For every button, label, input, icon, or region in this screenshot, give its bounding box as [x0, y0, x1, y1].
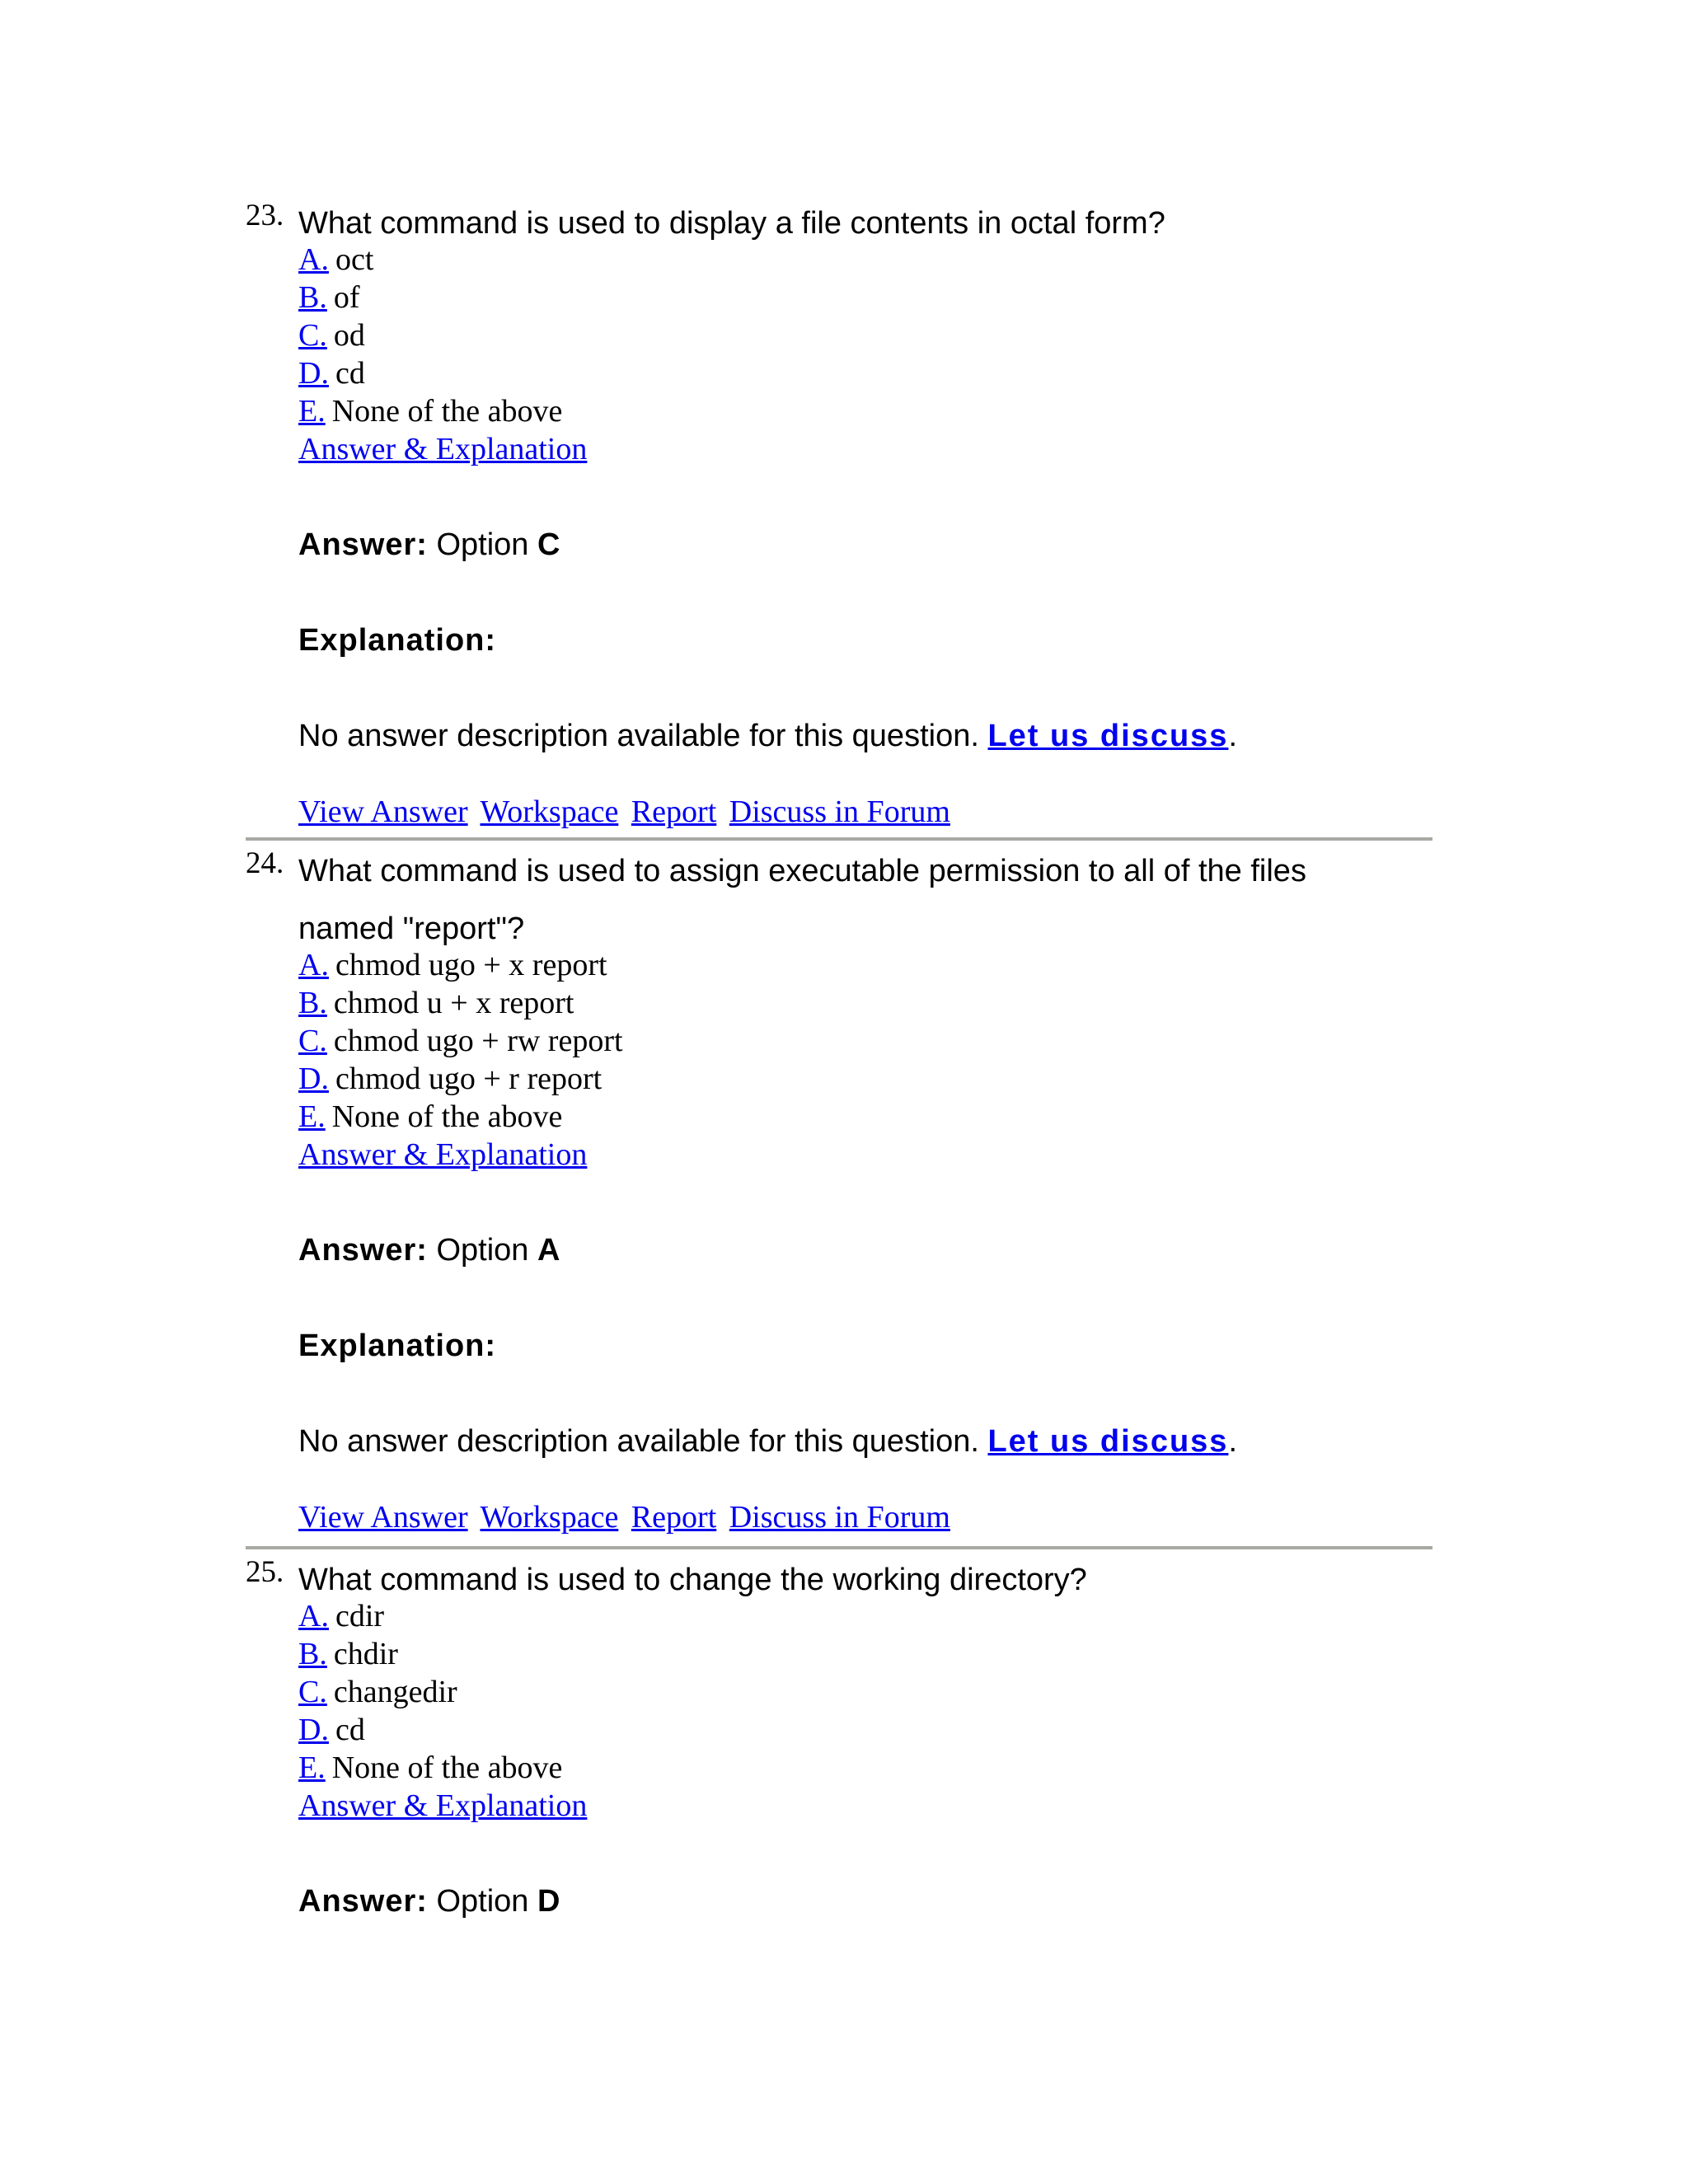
question-number: 25.	[246, 1555, 284, 1589]
answer-prefix: Option	[436, 1233, 529, 1268]
let-us-discuss-link[interactable]: Let us discuss	[987, 719, 1229, 753]
option-d	[298, 1060, 1428, 1098]
workspace-link[interactable]: Workspace	[480, 794, 619, 829]
option-a-link[interactable]: A.	[298, 242, 329, 277]
answer-letter: C	[537, 527, 560, 562]
option-c-link[interactable]: C.	[298, 1675, 327, 1709]
answer-explanation-link[interactable]: Answer & Explanation	[298, 432, 588, 466]
option-d-link[interactable]: D.	[298, 1713, 329, 1747]
option-c-text: changedir	[333, 1675, 457, 1709]
option-b-text: chdir	[333, 1637, 398, 1671]
option-a-link[interactable]: A.	[298, 948, 329, 982]
explanation-body: No answer description available for this question.	[298, 719, 979, 753]
answer-explanation-link[interactable]: Answer & Explanation	[298, 1788, 588, 1823]
option-e-text: None of the above	[331, 1750, 563, 1785]
question-body	[298, 846, 1428, 1536]
question-text-line-1: What command is used to assign executable permission to all of the files	[298, 854, 1306, 888]
option-b-link[interactable]: B.	[298, 280, 327, 315]
option-e-link[interactable]: E.	[298, 394, 326, 429]
discuss-in-forum-link[interactable]: Discuss in Forum	[729, 794, 950, 829]
option-a-link[interactable]: A.	[298, 1599, 329, 1633]
option-a-text: cdir	[335, 1599, 385, 1633]
option-a	[298, 946, 1428, 984]
option-c	[298, 316, 1428, 354]
answer-letter: A	[537, 1233, 560, 1268]
answer-letter: D	[537, 1884, 560, 1919]
option-c	[298, 1673, 1428, 1711]
option-b-link[interactable]: B.	[298, 986, 327, 1020]
explanation-end: .	[1228, 1424, 1237, 1459]
discuss-in-forum-link[interactable]: Discuss in Forum	[729, 1500, 950, 1535]
question-body	[298, 1554, 1428, 1920]
question-divider	[246, 837, 1432, 841]
workspace-link[interactable]: Workspace	[480, 1500, 619, 1535]
view-answer-link[interactable]: View Answer	[298, 1500, 468, 1535]
option-e-link[interactable]: E.	[298, 1099, 326, 1134]
option-b	[298, 984, 1428, 1022]
option-b-link[interactable]: B.	[298, 1637, 327, 1671]
option-b	[298, 1635, 1428, 1673]
option-d-text: cd	[335, 356, 365, 391]
option-c-text: chmod ugo + rw report	[333, 1024, 623, 1058]
option-e-link[interactable]: E.	[298, 1750, 326, 1785]
option-d-link[interactable]: D.	[298, 356, 329, 391]
option-d-text: cd	[335, 1713, 365, 1747]
question-divider	[246, 1546, 1432, 1549]
option-c-link[interactable]: C.	[298, 1024, 327, 1058]
answer-prefix: Option	[436, 1884, 529, 1919]
question-number: 23.	[246, 199, 284, 232]
question-text	[298, 842, 1428, 958]
option-c-text: od	[333, 318, 365, 353]
option-e	[298, 1749, 1428, 1787]
explanation-text	[298, 717, 1428, 755]
question-text-line-2: named "report"?	[298, 912, 525, 946]
question-number: 24.	[246, 846, 284, 880]
option-d-link[interactable]: D.	[298, 1062, 329, 1096]
view-answer-link[interactable]: View Answer	[298, 794, 468, 829]
option-e-text: None of the above	[331, 394, 563, 429]
answer-line	[298, 526, 1428, 564]
question-text: What command is used to change the working directory?	[298, 1563, 1087, 1597]
action-links	[298, 793, 1428, 831]
option-b	[298, 279, 1428, 316]
explanation-body: No answer description available for this question.	[298, 1424, 979, 1459]
answer-explanation-link[interactable]: Answer & Explanation	[298, 1137, 588, 1172]
option-d	[298, 354, 1428, 392]
report-link[interactable]: Report	[631, 794, 717, 829]
explanation-end: .	[1228, 719, 1237, 753]
option-d	[298, 1711, 1428, 1749]
report-link[interactable]: Report	[631, 1500, 717, 1535]
option-d-text: chmod ugo + r report	[335, 1062, 603, 1096]
answer-label: Answer:	[298, 1233, 428, 1268]
option-a-text: oct	[335, 242, 374, 277]
explanation-heading: Explanation:	[298, 623, 497, 658]
question-body	[298, 198, 1428, 831]
explanation-text	[298, 1422, 1428, 1460]
option-b-text: chmod u + x report	[333, 986, 574, 1020]
option-e	[298, 1098, 1428, 1136]
question-text: What command is used to display a file contents in octal form?	[298, 206, 1165, 241]
option-e-text: None of the above	[331, 1099, 563, 1134]
option-a-text: chmod ugo + x report	[335, 948, 607, 982]
explanation-heading: Explanation:	[298, 1329, 497, 1363]
option-c-link[interactable]: C.	[298, 318, 327, 353]
action-links	[298, 1498, 1428, 1536]
let-us-discuss-link[interactable]: Let us discuss	[987, 1424, 1229, 1459]
option-e	[298, 392, 1428, 430]
answer-line	[298, 1882, 1428, 1920]
answer-label: Answer:	[298, 1884, 428, 1919]
answer-label: Answer:	[298, 527, 428, 562]
option-b-text: of	[333, 280, 360, 315]
answer-prefix: Option	[436, 527, 529, 562]
answer-line	[298, 1231, 1428, 1269]
option-c	[298, 1022, 1428, 1060]
